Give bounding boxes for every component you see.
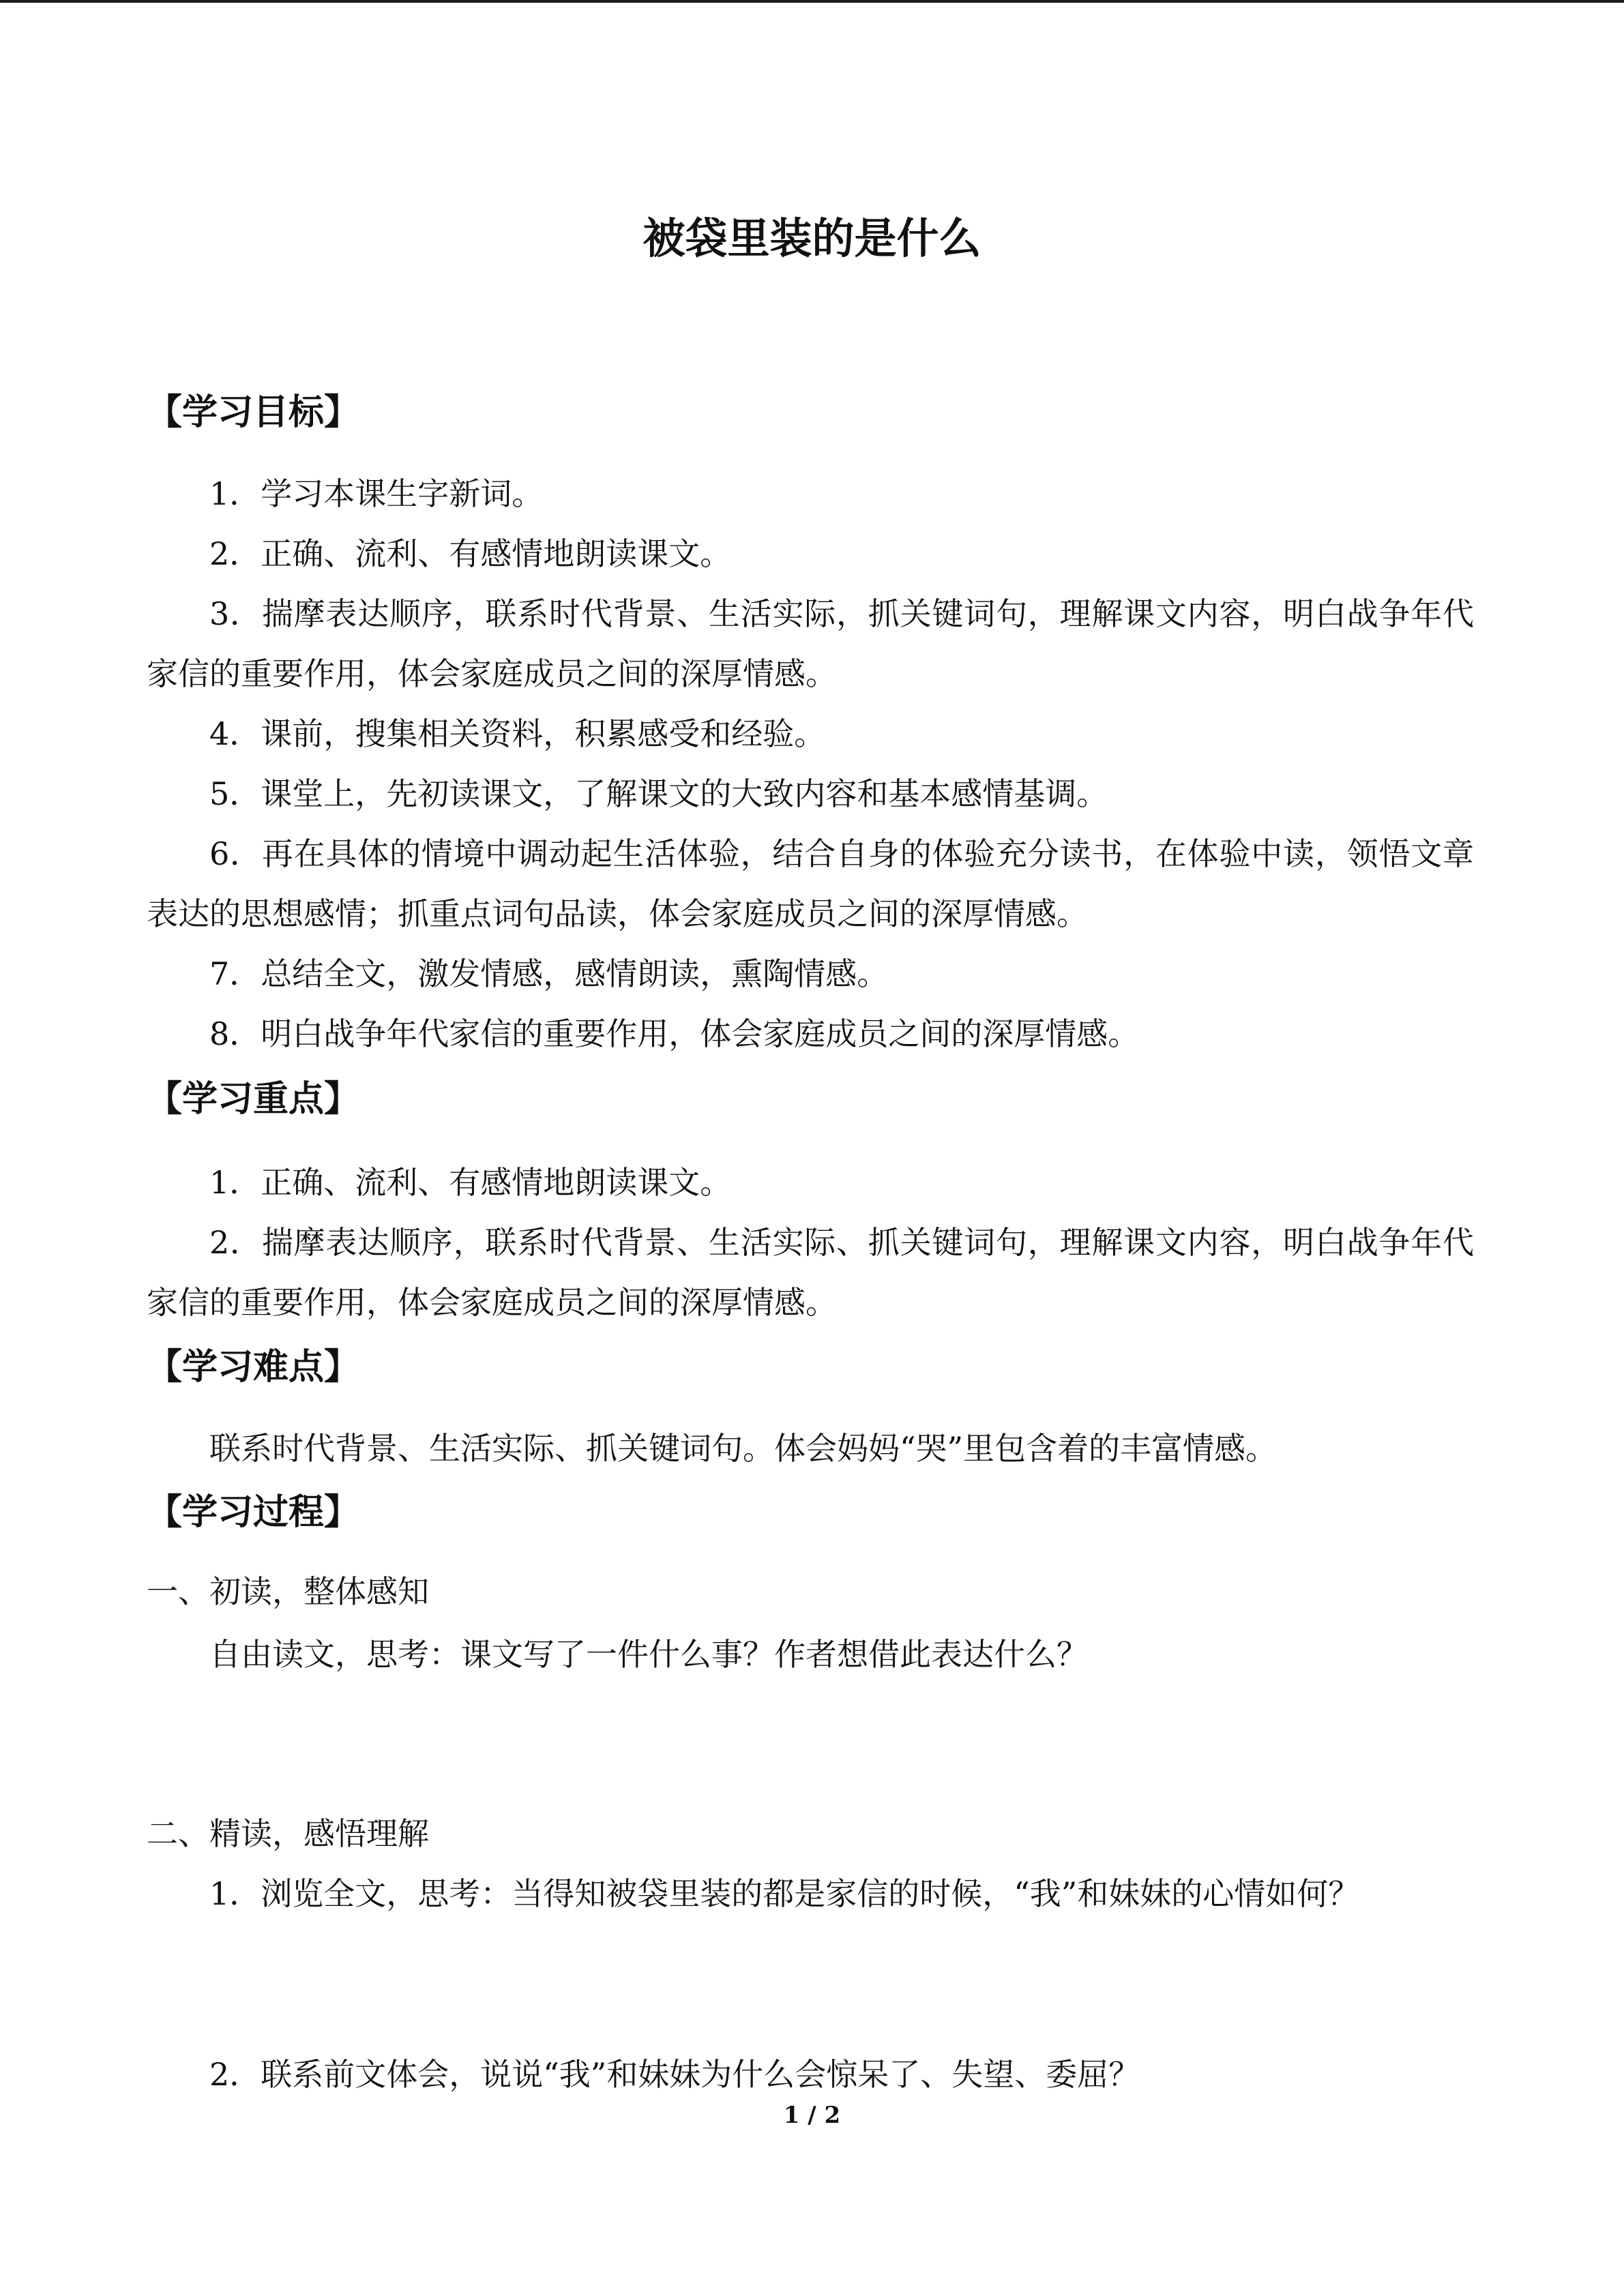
top-border-line [0,0,1624,3]
document-title: 被袋里装的是什么 [643,213,981,263]
process-part1-title: 一、初读，整体感知 [147,1573,429,1610]
objective-item-5: 5．课堂上，先初读课文，了解课文的大致内容和基本感情基调。 [209,775,1108,812]
objective-item-4: 4．课前，搜集相关资料，积累感受和经验。 [209,715,826,752]
process-part2-title: 二、精读，感悟理解 [147,1815,429,1852]
process-part1-item-1: 自由读文，思考：课文写了一件什么事？作者想借此表达什么？ [209,1636,1088,1673]
process-part2-item-1: 1．浏览全文，思考：当得知被袋里装的都是家信的时候，“我”和妹妹的心情如何？ [209,1875,1360,1912]
key-point-item-1: 1．正确、流利、有感情地朗读课文。 [209,1164,732,1201]
page-number: 1 / 2 [783,2102,841,2129]
objective-item-1: 1．学习本课生字新词。 [209,475,544,512]
objective-item-7: 7．总结全文，激发情感，感情朗读，熏陶情感。 [209,955,889,992]
key-point-item-2: 2．揣摩表达顺序，联系时代背景、生活实际、抓关键词句，理解课文内容，明白战争年代家信的重要作用，体会家庭成员之间的深厚情感。 [147,1224,1474,1321]
objective-item-2: 2．正确、流利、有感情地朗读课文。 [209,535,732,572]
objectives-heading: 【学习目标】 [147,391,360,433]
process-part2-item-2: 2．联系前文体会，说说“我”和妹妹为什么会惊呆了、失望、委屈？ [209,2056,1140,2093]
objective-item-6: 6．再在具体的情境中调动起生活体验，结合自身的体验充分读书，在体验中读，领悟文章表达的思想感情；抓重点词句品读，体会家庭成员之间的深厚情感。 [147,835,1474,932]
objective-item-8: 8．明白战争年代家信的重要作用，体会家庭成员之间的深厚情感。 [209,1015,1140,1052]
objective-item-3: 3．揣摩表达顺序，联系时代背景、生活实际，抓关键词句，理解课文内容，明白战争年代家信的重要作用，体会家庭成员之间的深厚情感。 [147,595,1474,692]
difficulty-item-1: 联系时代背景、生活实际、抓关键词句。体会妈妈“哭”里包含着的丰富情感。 [209,1430,1278,1467]
key-points-heading: 【学习重点】 [147,1078,360,1120]
process-heading: 【学习过程】 [147,1491,360,1533]
difficulties-heading: 【学习难点】 [147,1346,360,1388]
